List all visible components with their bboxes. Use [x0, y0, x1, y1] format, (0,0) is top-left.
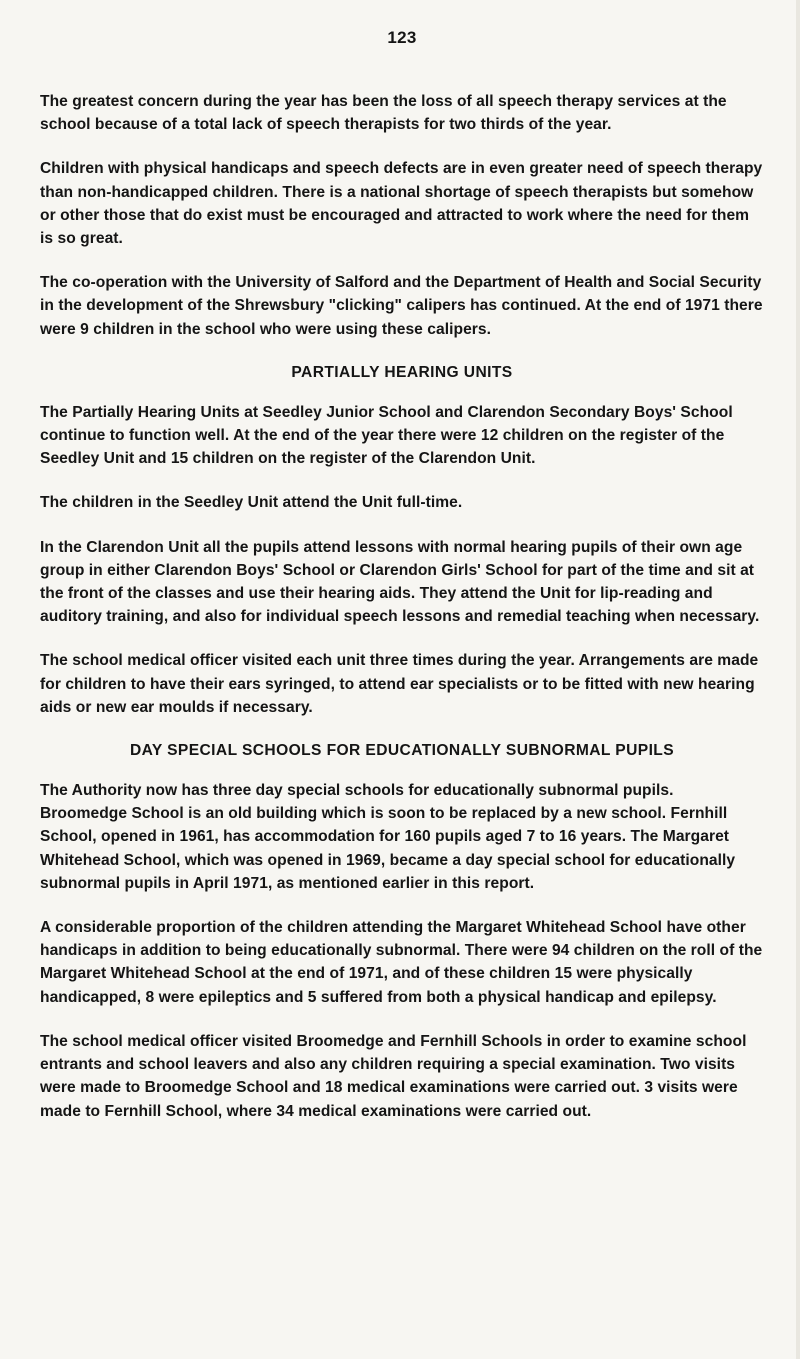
- paragraph: The children in the Seedley Unit attend the Unit full-time.: [40, 494, 463, 512]
- paragraph: The Authority now has three day special schools for educationally subnormal pupils. Broomedge School is an old building which is soon to be replaced by a new school. Fernhill School, opened in 1961, has accommodation for 160 pupils aged 7 to 16 years. The Margaret Whitehead School, which was opened in 1969, became a day special school for educationally subnormal pupils in April 1971, as mentioned earlier in this report.: [40, 782, 736, 892]
- paragraph: A considerable proportion of the children attending the Margaret Whitehead School have other handicaps in addition to being educationally subnormal. There were 94 children on the roll of the Margaret Whitehead School at the end of 1971, and of these children 15 were physically handicapped, 8 were epileptics and 5 suffered from both a physical handicap and epilepsy.: [40, 919, 763, 1006]
- section-heading: PARTIALLY HEARING UNITS: [291, 363, 513, 381]
- paragraph: Children with physical handicaps and speech defects are in even greater need of speech therapy than non-handicapped children. There is a national shortage of speech therapists but somehow or other those that do exist must be encouraged and attracted to work where the need for them is so great.: [40, 160, 763, 248]
- section-heading: DAY SPECIAL SCHOOLS FOR EDUCATIONALLY SUBNORMAL PUPILS: [129, 742, 675, 760]
- paragraph: The Partially Hearing Units at Seedley Junior School and Clarendon Secondary Boys' School continue to function well. At the end of the year there were 12 children on the register of the Seedley Unit and 15 children on the register of the Clarendon Unit.: [40, 403, 733, 468]
- paragraph: In the Clarendon Unit all the pupils attend lessons with normal hearing pupils of their own age group in either Clarendon Boys' School or Clarendon Girls' School for part of the time and sit at the front of the classes and use their hearing aids. They attend the Unit for lip-reading and auditory training, and also for individual speech lessons and remedial teaching when necessary.: [40, 538, 760, 626]
- paragraph: The school medical officer visited each unit three times during the year. Arrangements are made for children to have their ears syringed, to attend ear specialists or to be fitted with new hearing aids or new ear moulds if necessary.: [40, 652, 759, 716]
- paragraph: The greatest concern during the year has been the loss of all speech therapy services at the school because of a total lack of speech therapists for two thirds of the year.: [40, 93, 727, 134]
- page-edge: [796, 0, 800, 1359]
- paragraph: The co-operation with the University of Salford and the Department of Health and Social Security in the development of the Shrewsbury "clicking" calipers has continued. At the end of 1971 there were 9 children in the school who were using these calipers.: [40, 274, 763, 338]
- page-number: 123: [387, 28, 417, 47]
- paragraph: The school medical officer visited Broomedge and Fernhill Schools in order to examine school entrants and school leavers and also any children requiring a special examination. Two visits were made to Broomedge School and 18 medical examinations were carried out. 3 visits were made to Fernhill School, where 34 medical examinations were carried out.: [40, 1032, 747, 1120]
